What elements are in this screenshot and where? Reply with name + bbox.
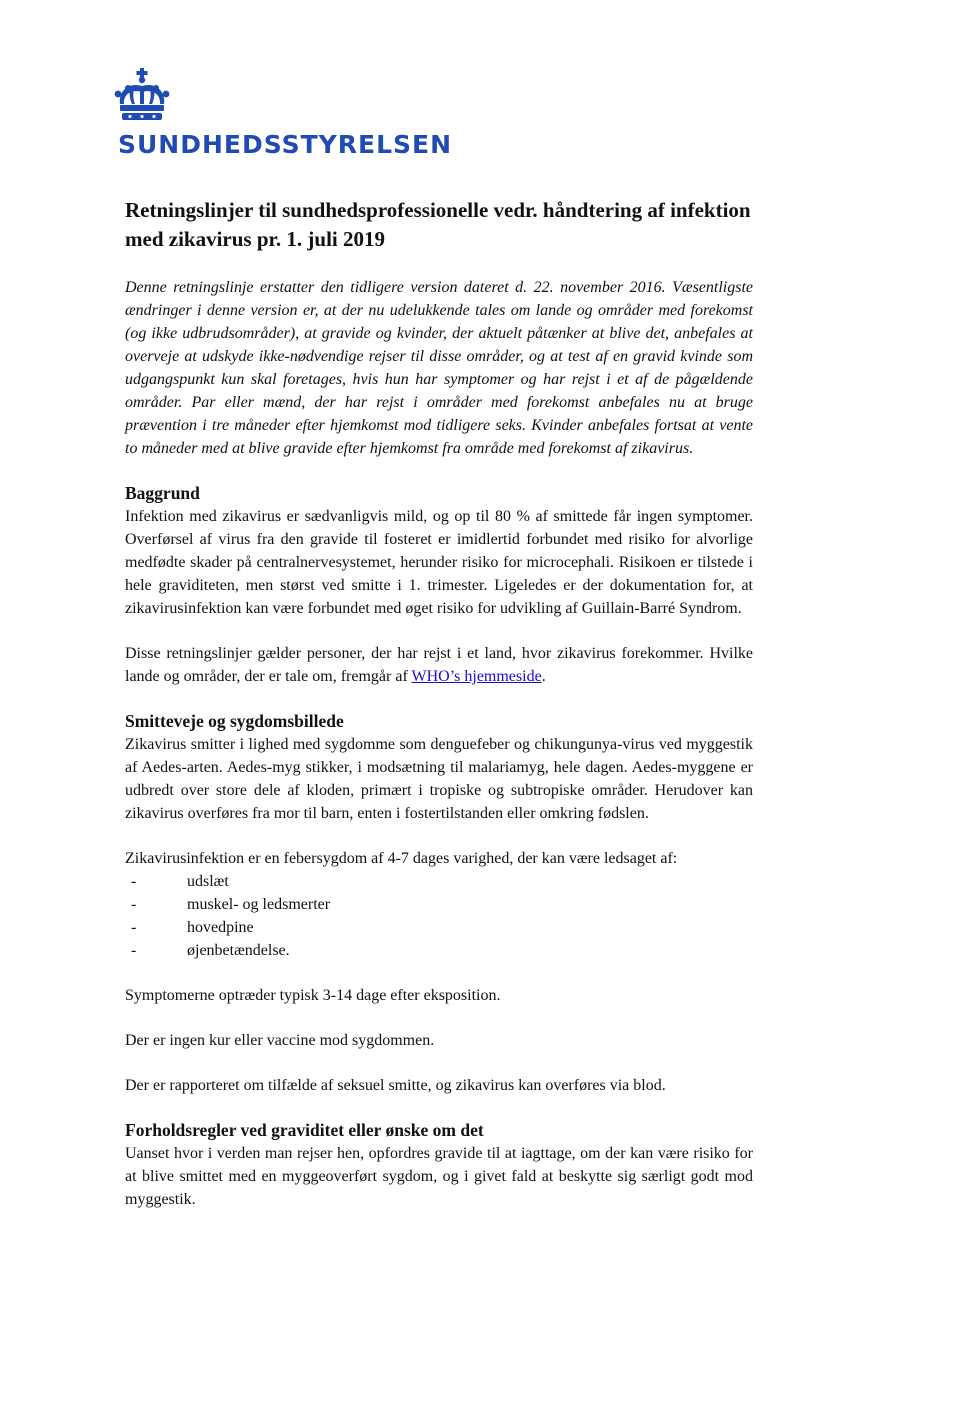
paragraph-text: Disse retningslinjer gælder personer, der har rejst i et land, hvor zikavirus forekommer. Hvilke lande og områder, der er tale om, fremgår af	[125, 645, 753, 685]
list-item-text: øjenbetændelse.	[187, 942, 290, 959]
section-forholdsregler	[125, 1119, 753, 1211]
document-body	[125, 196, 753, 1233]
bullet-dash: -	[131, 919, 137, 936]
paragraph-text: .	[541, 668, 546, 685]
paragraph: Symptomerne optræder typisk 3-14 dage efter eksposition.	[125, 987, 501, 1004]
symptom-list	[125, 870, 753, 962]
crown-icon	[112, 68, 172, 124]
logo-wordmark: SUNDHEDSSTYRELSEN	[118, 130, 453, 159]
list-item	[125, 939, 753, 962]
bullet-dash: -	[131, 896, 137, 913]
section-baggrund	[125, 482, 753, 688]
paragraph: Der er rapporteret om tilfælde af seksuel smitte, og zikavirus kan overføres via blod.	[125, 1077, 666, 1094]
paragraph: Der er ingen kur eller vaccine mod sygdommen.	[125, 1032, 435, 1049]
bullet-dash: -	[131, 873, 137, 890]
document-title: Retningslinjer til sundhedsprofessionelle vedr. håndtering af infektion med zikavirus pr. 1. juli 2019	[125, 198, 751, 251]
intro-paragraph: Denne retningslinje erstatter den tidligere version dateret d. 22. november 2016. Væsentligste ændringer i denne version er, at der nu udelukkende tales om lande og områder med forekomst (og ikke udbrudsområder), at gravide og kvinder, der aktuelt påtænker at blive det, anbefales at overveje at udskyde ikke-nødvendige rejser til disse områder, og at test af en gravid kvinde som udgangspunkt kun skal foretages, hvis hun har symptomer og har rejst i et af de pågældende områder. Par eller mænd, der har rejst i områder med forekomst anbefales nu at bruge prævention i tre måneder efter hjemkomst mod tidligere seks. Kvinder anbefales fortsat at vente to måneder med at blive gravide efter hjemkomst fra område med forekomst af zikavirus.	[125, 279, 753, 457]
section-heading: Baggrund	[125, 483, 200, 503]
section-heading: Smitteveje og sygdomsbillede	[125, 711, 344, 731]
bullet-dash: -	[131, 942, 137, 959]
list-item	[125, 916, 753, 939]
paragraph: Zikavirus smitter i lighed med sygdomme som denguefeber og chikungunya-virus ved myggestik af Aedes-arten. Aedes-myg stikker, i modsætning til malariamyg, hele dagen. Aedes-myggene er udbredt over store dele af kloden, primært i tropiske og subtropiske områder. Herudover kan zikavirus overføres fra mor til barn, enten i fostertilstanden eller omkring fødslen.	[125, 736, 753, 822]
list-item	[125, 870, 753, 893]
list-item-text: muskel- og ledsmerter	[187, 896, 331, 913]
paragraph	[125, 642, 753, 688]
paragraph: Infektion med zikavirus er sædvanligvis mild, og op til 80 % af smittede får ingen symptomer. Overførsel af virus fra den gravide til fosteret er imidlertid forbundet med risiko for alvorlige medfødte skader på centralnervesystemet, herunder risiko for microcephali. Risikoen er tilstede i hele graviditeten, men størst ved smitte i 1. trimester. Ligeledes er der dokumentation for, at zikavirusinfektion kan være forbundet med øget risiko for udvikling af Guillain-Barré Syndrom.	[125, 508, 753, 617]
list-item	[125, 893, 753, 916]
paragraph: Uanset hvor i verden man rejser hen, opfordres gravide til at iagttage, om der kan være risiko for at blive smittet med en myggeoverført sygdom, og i givet fald at beskytte sig særligt godt mod myggestik.	[125, 1145, 753, 1208]
list-item-text: udslæt	[187, 873, 229, 890]
who-website-link[interactable]: WHO’s hjemmeside	[411, 668, 542, 685]
section-smitteveje	[125, 710, 753, 1097]
list-item-text: hovedpine	[187, 919, 254, 936]
paragraph: Zikavirusinfektion er en febersygdom af 4-7 dages varighed, der kan være ledsaget af:	[125, 850, 678, 867]
section-heading: Forholdsregler ved graviditet eller ønske om det	[125, 1120, 484, 1140]
